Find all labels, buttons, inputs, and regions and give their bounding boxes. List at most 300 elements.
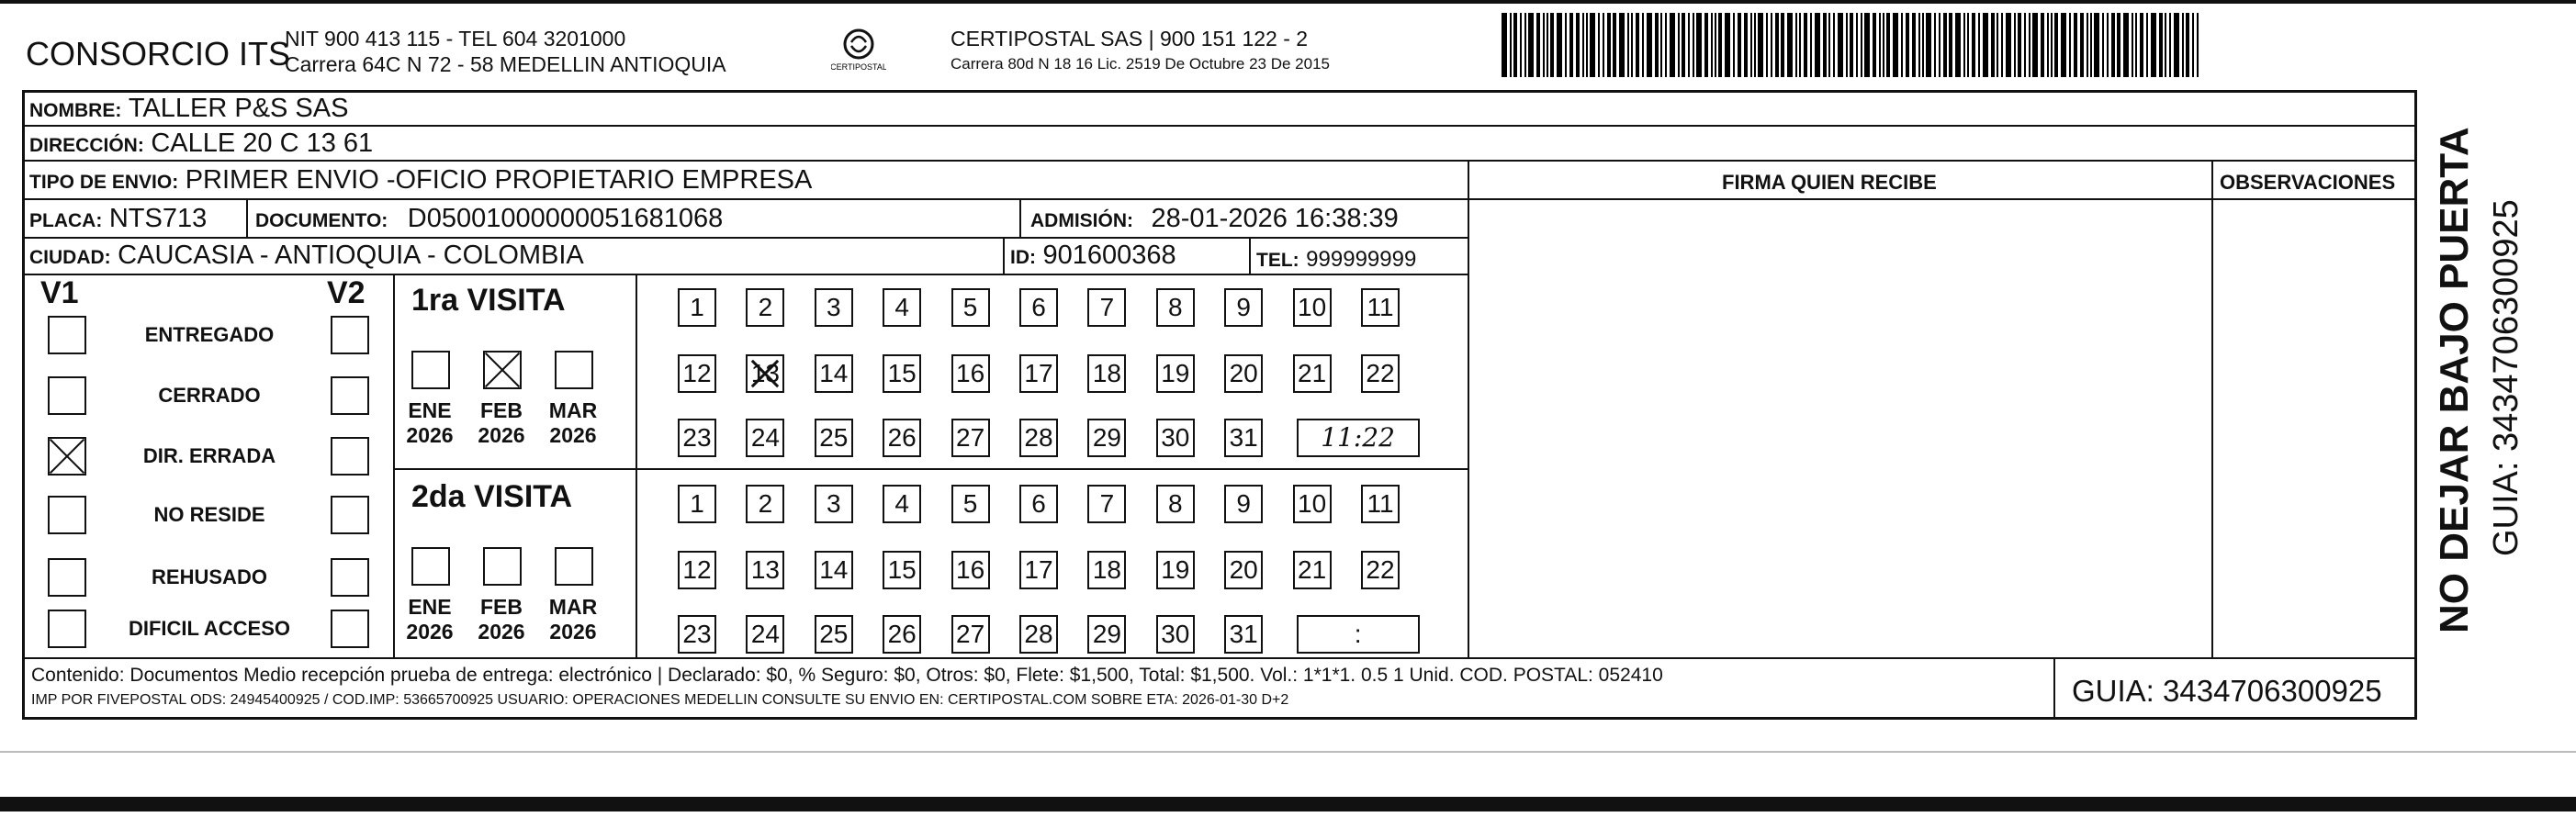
v2-checkbox[interactable] [331, 558, 369, 597]
month-year: 2026 [406, 620, 454, 644]
day-box[interactable] [815, 354, 853, 393]
barcode-bar [2107, 13, 2109, 77]
divider [1019, 198, 1021, 237]
day-number: 31 [1229, 620, 1258, 648]
barcode-bar [1711, 13, 1713, 77]
day-box[interactable] [1156, 615, 1195, 654]
day-box[interactable] [1156, 485, 1195, 523]
barcode-bar [1665, 13, 1667, 77]
day-box[interactable] [1087, 288, 1126, 327]
barcode-bar [1787, 13, 1793, 77]
barcode-bar [1893, 13, 1898, 77]
day-box[interactable] [1224, 551, 1263, 589]
barcode-bar [2029, 13, 2030, 77]
day-box[interactable] [1019, 615, 1058, 654]
day-number: 28 [1024, 423, 1053, 452]
status-label: DIFICIL ACCESO [128, 617, 290, 640]
v1-checkbox[interactable] [48, 496, 86, 534]
divider [2415, 90, 2417, 720]
month-name: ENE [408, 595, 452, 619]
nombre-label: NOMBRE: [29, 100, 122, 121]
day-box[interactable] [951, 615, 990, 654]
admision-value: 28-01-2026 16:38:39 [1151, 204, 1399, 233]
day-number: 19 [1161, 359, 1190, 387]
day-box[interactable] [1224, 485, 1263, 523]
day-box[interactable] [1293, 288, 1332, 327]
day-number: 30 [1161, 423, 1190, 452]
barcode-bar [1983, 13, 1988, 77]
barcode-bar [2102, 13, 2104, 77]
month-year: 2026 [406, 423, 454, 447]
barcode-bar [1513, 13, 1517, 77]
month-checkbox[interactable] [555, 547, 593, 586]
day-box[interactable] [678, 615, 716, 654]
placa-label: PLACA: [29, 210, 103, 231]
barcode-bar [1906, 13, 1909, 77]
v2-checkbox[interactable] [331, 316, 369, 354]
barcode-bar [1642, 13, 1644, 77]
footer-contenido: Contenido: Documentos Medio recepción prueba de entrega: electrónico | Declarado: $0, % Seguro: $0, Otros: $0, Flete: $1,500, Total: $1,500. Vol.: 1*1*1. 0.5 1 Unid. COD. POSTAL: 052410 [31, 665, 1663, 686]
day-number: 12 [682, 359, 712, 387]
day-box[interactable] [746, 354, 784, 393]
barcode-bar [1912, 13, 1916, 77]
barcode-bar [1550, 13, 1554, 77]
day-box[interactable] [883, 288, 921, 327]
day-number: 10 [1298, 489, 1327, 518]
barcode-bar [1696, 13, 1702, 77]
logo-icon [831, 24, 886, 79]
barcode-bar [2032, 13, 2038, 77]
barcode-bar [2024, 13, 2026, 77]
day-number: 22 [1366, 555, 1395, 584]
v2-checkbox[interactable] [331, 610, 369, 648]
day-box[interactable] [678, 551, 716, 589]
barcode-bar [1949, 13, 1952, 77]
barcode-bar [2014, 13, 2016, 77]
barcode-bar [1861, 13, 1862, 77]
barcode-bar [1688, 13, 1690, 77]
month-year: 2026 [478, 423, 525, 447]
day-box[interactable] [1019, 485, 1058, 523]
v1-checkbox[interactable] [48, 437, 86, 476]
barcode-bar [2061, 13, 2066, 77]
barcode-bar [1846, 13, 1848, 77]
divider [636, 274, 637, 657]
day-number: 24 [750, 620, 780, 648]
day-number: 12 [682, 555, 712, 584]
tel-value: 999999999 [1306, 247, 1417, 272]
barcode-bar [1939, 13, 1940, 77]
barcode-bar [1997, 13, 1998, 77]
barcode-bar [1744, 13, 1748, 77]
month-label [546, 595, 601, 644]
status-label: NO RESIDE [153, 503, 265, 526]
month-label [474, 595, 529, 644]
day-number: 30 [1161, 620, 1190, 648]
barcode-bar [1543, 13, 1545, 77]
day-box[interactable] [883, 485, 921, 523]
barcode-bar [2074, 13, 2077, 77]
v1-checkbox[interactable] [48, 316, 86, 354]
day-box[interactable] [1361, 485, 1400, 523]
day-box[interactable] [1156, 288, 1195, 327]
month-name: MAR [548, 398, 598, 422]
status-label: DIR. ERRADA [142, 444, 276, 467]
divider [22, 657, 2417, 659]
day-box[interactable] [1224, 354, 1263, 393]
barcode-bar [2001, 13, 2003, 77]
nombre-value: TALLER P&S SAS [128, 94, 349, 123]
direccion-field [29, 129, 373, 159]
day-number: 8 [1168, 293, 1183, 321]
day-number: 22 [1366, 359, 1395, 387]
barcode-bar [2018, 13, 2021, 77]
barcode-bar [1510, 13, 1512, 77]
month-name: FEB [480, 398, 523, 422]
day-number: 21 [1298, 555, 1327, 584]
barcode-bar [1883, 13, 1884, 77]
day-box[interactable] [1019, 354, 1058, 393]
barcode-bar [1926, 13, 1931, 77]
v2-checkbox[interactable] [331, 376, 369, 415]
day-box[interactable] [678, 288, 716, 327]
v1-checkbox[interactable] [48, 376, 86, 415]
divider [22, 198, 2417, 200]
day-number: 23 [682, 620, 712, 648]
month-checkbox[interactable] [411, 547, 450, 586]
day-number: 23 [682, 423, 712, 452]
tipo-value: PRIMER ENVIO -OFICIO PROPIETARIO EMPRESA [185, 165, 813, 195]
day-box[interactable] [1087, 615, 1126, 654]
day-box[interactable] [1019, 551, 1058, 589]
divider [1249, 237, 1251, 274]
barcode-bar [2094, 13, 2099, 77]
page-edge [0, 751, 2576, 753]
day-box[interactable] [746, 485, 784, 523]
barcode-bar [2135, 13, 2137, 77]
barcode-bar [1636, 13, 1639, 77]
day-number: 31 [1229, 423, 1258, 452]
tel-label: TEL: [1256, 250, 1299, 271]
placa-value: NTS713 [108, 204, 208, 233]
barcode-bar [1590, 13, 1595, 77]
v1-checkbox[interactable] [48, 610, 86, 648]
day-box[interactable] [1156, 419, 1195, 457]
month-label [546, 398, 601, 448]
barcode-bar [1810, 13, 1812, 77]
documento-label: DOCUMENTO: [255, 210, 388, 231]
day-box[interactable] [951, 288, 990, 327]
barcode-bar [1864, 13, 1870, 77]
barcode-bar [1607, 13, 1611, 77]
barcode-bar [2041, 13, 2044, 77]
barcode-bar [1520, 13, 1522, 77]
day-box[interactable] [1224, 615, 1263, 654]
day-box[interactable] [883, 615, 921, 654]
barcode-bar [1963, 13, 1965, 77]
barcode-bar [1823, 13, 1827, 77]
day-number: 15 [887, 555, 917, 584]
barcode-bar [1598, 13, 1600, 77]
barcode-bar [1565, 13, 1567, 77]
barcode-bar [2151, 13, 2156, 77]
barcode-bar [2140, 13, 2143, 77]
day-box[interactable] [1087, 419, 1126, 457]
month-checkbox[interactable] [483, 351, 522, 389]
day-number: 5 [962, 489, 978, 518]
day-box[interactable] [1019, 419, 1058, 457]
day-number: 25 [819, 423, 849, 452]
day-box[interactable] [951, 551, 990, 589]
documento-value: D05001000000051681068 [407, 204, 724, 233]
barcode-bar [2197, 13, 2199, 77]
barcode-bar [2165, 13, 2166, 77]
day-box[interactable] [746, 288, 784, 327]
barcode-bar [2159, 13, 2163, 77]
time-box[interactable]: : [1297, 615, 1420, 654]
barcode-bar [2069, 13, 2071, 77]
barcode-bar [1833, 13, 1835, 77]
direccion-value: CALLE 20 C 13 61 [151, 129, 374, 158]
barcode-bar [1524, 13, 1526, 77]
day-box[interactable] [1361, 354, 1400, 393]
day-number: 18 [1092, 359, 1121, 387]
day-number: 24 [750, 423, 780, 452]
barcode-bar [2174, 13, 2179, 77]
barcode-bar [1795, 13, 1797, 77]
barcode-bar [2006, 13, 2011, 77]
barcode-bar [2117, 13, 2120, 77]
v2-checkbox[interactable] [331, 496, 369, 534]
barcode-bar [1576, 13, 1580, 77]
barcode-bar [2080, 13, 2084, 77]
barcode-bar [2047, 13, 2049, 77]
day-box[interactable] [951, 485, 990, 523]
day-number: 16 [956, 555, 985, 584]
day-number: 20 [1229, 359, 1258, 387]
v1-checkbox[interactable] [48, 558, 86, 597]
day-box[interactable] [815, 419, 853, 457]
day-number: 2 [758, 489, 773, 518]
barcode-bar [1972, 13, 1975, 77]
barcode-bar [1886, 13, 1890, 77]
day-number: 17 [1024, 359, 1053, 387]
barcode-bar [1934, 13, 1936, 77]
divider [22, 274, 1468, 275]
day-number: 6 [1031, 293, 1046, 321]
day-box[interactable] [815, 288, 853, 327]
day-number: 1 [690, 293, 704, 321]
id-label: ID: [1010, 247, 1036, 268]
month-checkbox[interactable] [483, 547, 522, 586]
divider [393, 274, 395, 657]
day-number: 13 [750, 359, 780, 387]
day-number: 28 [1024, 620, 1053, 648]
month-name: ENE [408, 398, 452, 422]
day-box[interactable] [1087, 485, 1126, 523]
barcode-bar [1781, 13, 1784, 77]
barcode-bar [2186, 13, 2189, 77]
day-number: 9 [1236, 489, 1251, 518]
barcode-bar [1991, 13, 1995, 77]
day-number: 29 [1092, 620, 1121, 648]
top-border [0, 0, 2576, 4]
barcode-bar [2090, 13, 2092, 77]
day-number: 11 [1367, 293, 1394, 321]
day-box[interactable] [1293, 485, 1332, 523]
month-label [402, 398, 457, 448]
v2-label: V2 [327, 275, 366, 310]
status-label: REHUSADO [152, 565, 267, 588]
ciudad-label: CIUDAD: [29, 247, 111, 268]
barcode-bar [1901, 13, 1903, 77]
day-number: 9 [1236, 293, 1251, 321]
day-box[interactable] [1293, 354, 1332, 393]
day-box[interactable] [1087, 551, 1126, 589]
v2-checkbox[interactable] [331, 437, 369, 476]
month-label [474, 398, 529, 448]
barcode-bar [1978, 13, 1980, 77]
day-box[interactable] [1156, 354, 1195, 393]
visit-title: 1ra VISITA [411, 283, 566, 318]
day-box[interactable] [678, 354, 716, 393]
barcode-bar [2192, 13, 2194, 77]
barcode-bar [1955, 13, 1961, 77]
id-field [1010, 241, 1176, 271]
month-checkbox[interactable] [555, 351, 593, 389]
day-box[interactable] [746, 419, 784, 457]
day-box[interactable] [678, 419, 716, 457]
day-number: 7 [1099, 489, 1115, 518]
barcode-bar [1586, 13, 1588, 77]
visit-title: 2da VISITA [411, 479, 573, 514]
day-box[interactable] [951, 419, 990, 457]
company-contact [285, 26, 726, 77]
day-box[interactable] [746, 615, 784, 654]
day-number: 4 [894, 293, 909, 321]
barcode-bar [2169, 13, 2171, 77]
month-year: 2026 [549, 620, 597, 644]
barcode-bar [1775, 13, 1779, 77]
day-number: 13 [750, 555, 780, 584]
barcode-bar [1918, 13, 1920, 77]
time-box[interactable]: 11:22 [1297, 419, 1420, 457]
month-name: MAR [548, 595, 598, 619]
barcode-bar [1771, 13, 1772, 77]
day-number: 27 [956, 423, 985, 452]
day-box[interactable] [815, 485, 853, 523]
barcode-bar [2087, 13, 2088, 77]
day-box[interactable] [746, 551, 784, 589]
day-box[interactable] [1361, 551, 1400, 589]
v1-label: V1 [40, 275, 79, 310]
day-box[interactable] [883, 419, 921, 457]
barcode-bar [1670, 13, 1675, 77]
day-box[interactable] [678, 485, 716, 523]
documento-field [255, 204, 723, 234]
month-checkbox[interactable] [411, 351, 450, 389]
company-name: CONSORCIO ITS [26, 35, 291, 73]
day-number: 29 [1092, 423, 1121, 452]
barcode-bar [1828, 13, 1830, 77]
day-box[interactable] [1087, 354, 1126, 393]
day-box[interactable] [883, 354, 921, 393]
barcode-bar [2182, 13, 2184, 77]
day-number: 6 [1031, 489, 1046, 518]
divider [246, 198, 248, 237]
footer-guia: GUIA: 3434706300925 [2072, 674, 2382, 708]
divider [2211, 160, 2213, 657]
day-box[interactable] [883, 551, 921, 589]
barcode-bar [1738, 13, 1741, 77]
barcode-bar [2054, 13, 2058, 77]
ciudad-value: CAUCASIA - ANTIOQUIA - COLOMBIA [118, 241, 584, 270]
day-box[interactable] [1361, 288, 1400, 327]
day-number: 19 [1161, 555, 1190, 584]
barcode-bar [1754, 13, 1756, 77]
bottom-border [0, 797, 2576, 811]
day-number: 2 [758, 293, 773, 321]
barcode-bar [2051, 13, 2053, 77]
barcode-bar [1758, 13, 1763, 77]
day-box[interactable] [951, 354, 990, 393]
day-number: 3 [827, 293, 841, 321]
barcode-bar [1536, 13, 1540, 77]
day-number: 27 [956, 620, 985, 648]
side-warning: NO DEJAR BAJO PUERTA [2432, 127, 2477, 633]
barcode-bar [1647, 13, 1652, 77]
barcode-bar [2132, 13, 2133, 77]
barcode-bar [1619, 13, 1625, 77]
barcode-bar [1804, 13, 1807, 77]
barcode-bar [1850, 13, 1853, 77]
address-line: Carrera 64C N 72 - 58 MEDELLIN ANTIOQUIA [285, 52, 726, 76]
barcode-bar [1603, 13, 1604, 77]
month-year: 2026 [549, 423, 597, 447]
barcode-bar [1750, 13, 1752, 77]
day-number: 21 [1298, 359, 1327, 387]
barcode-bar [1693, 13, 1694, 77]
admision-label: ADMISIÓN: [1030, 210, 1133, 231]
barcode-bar [1838, 13, 1843, 77]
admision-field [1030, 204, 1399, 234]
day-number: 1 [690, 489, 704, 518]
day-number: 17 [1024, 555, 1053, 584]
barcode-bar [1873, 13, 1876, 77]
tipo-label: TIPO DE ENVIO: [29, 172, 179, 193]
day-box[interactable] [815, 615, 853, 654]
day-number: 18 [1092, 555, 1121, 584]
barcode-bar [2146, 13, 2148, 77]
day-box[interactable] [1224, 419, 1263, 457]
barcode-bar [1967, 13, 1969, 77]
day-box[interactable] [1156, 551, 1195, 589]
barcode-bar [1582, 13, 1584, 77]
day-box[interactable] [1293, 551, 1332, 589]
tipo-field [29, 165, 812, 196]
day-box[interactable] [1019, 288, 1058, 327]
day-number: 8 [1168, 489, 1183, 518]
day-number: 3 [827, 489, 841, 518]
barcode-bar [1528, 13, 1534, 77]
day-number: 5 [962, 293, 978, 321]
status-label: CERRADO [158, 384, 261, 407]
barcode-bar [1879, 13, 1881, 77]
certipostal-info [951, 26, 1330, 77]
day-box[interactable] [1224, 288, 1263, 327]
day-box[interactable] [815, 551, 853, 589]
barcode-bar [1715, 13, 1716, 77]
